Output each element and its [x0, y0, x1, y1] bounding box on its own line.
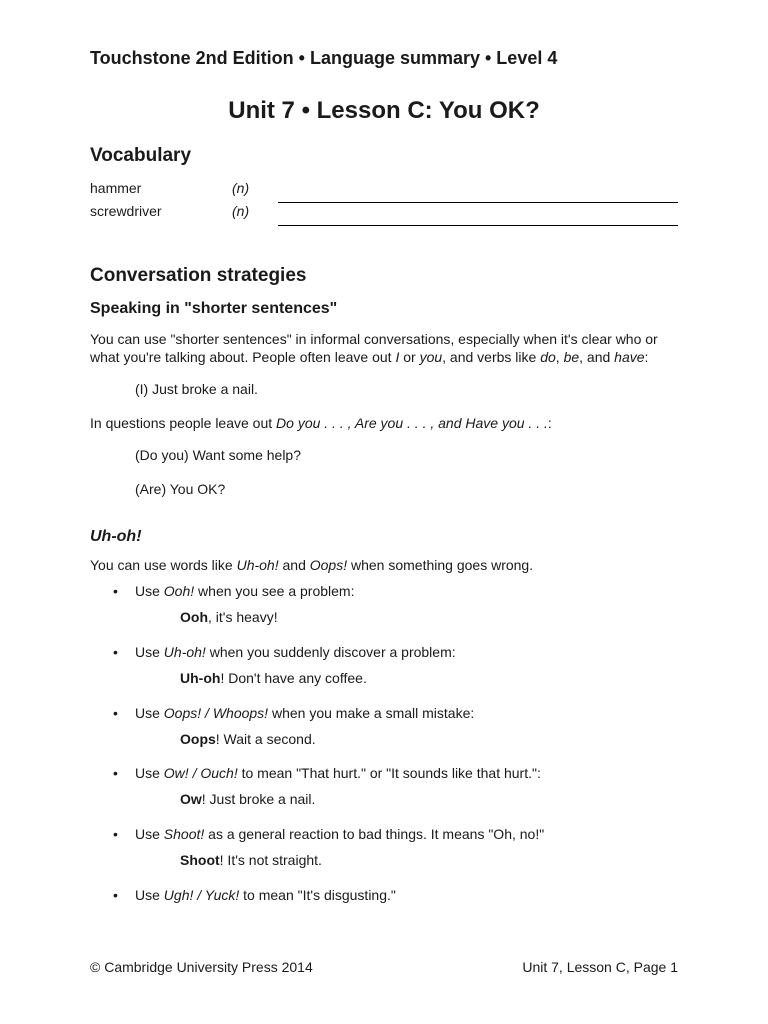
bullet-marker: •	[113, 705, 118, 721]
bullet-marker: •	[113, 583, 118, 599]
strategies-heading: Conversation strategies	[90, 265, 307, 286]
bullet-marker: •	[113, 765, 118, 781]
footer-page-info: Unit 7, Lesson C, Page 1	[522, 959, 678, 975]
shorter-sentences-heading: Speaking in "shorter sentences"	[90, 300, 338, 317]
vocab-pos-screwdriver: (n)	[232, 203, 250, 219]
example-ooh: Ooh, it's heavy!	[180, 609, 278, 625]
example-shoot: Shoot! It's not straight.	[180, 852, 322, 868]
footer-copyright: © Cambridge University Press 2014	[90, 959, 313, 975]
bullet-ow: Use Ow! / Ouch! to mean "That hurt." or "It sounds like that hurt.":	[135, 765, 541, 781]
bullet-uhoh: Use Uh-oh! when you suddenly discover a problem:	[135, 644, 456, 660]
vocab-answer-line-hammer	[278, 202, 678, 203]
example-you-ok: (Are) You OK?	[135, 481, 226, 497]
strategies-intro-line2: what you're talking about. People often leave out I or you, and verbs like do, be, and have:	[90, 349, 649, 365]
bullet-ooh: Use Ooh! when you see a problem:	[135, 583, 355, 599]
document-page	[90, 0, 678, 1024]
bullet-shoot: Use Shoot! as a general reaction to bad things. It means "Oh, no!"	[135, 826, 545, 842]
bullet-oops: Use Oops! / Whoops! when you make a small mistake:	[135, 705, 475, 721]
bullet-marker: •	[113, 826, 118, 842]
bullet-marker: •	[113, 644, 118, 660]
vocab-answer-line-screwdriver	[278, 225, 678, 226]
strategies-intro-line1: You can use "shorter sentences" in informal conversations, especially when it's clear who or	[90, 331, 658, 347]
bullet-marker: •	[113, 887, 118, 903]
example-broke-nail: (I) Just broke a nail.	[135, 381, 258, 397]
document-header: Touchstone 2nd Edition • Language summary • Level 4	[90, 48, 558, 68]
vocabulary-heading: Vocabulary	[90, 145, 192, 166]
example-ow: Ow! Just broke a nail.	[180, 791, 316, 807]
example-uhoh: Uh-oh! Don't have any coffee.	[180, 670, 367, 686]
example-oops: Oops! Wait a second.	[180, 731, 316, 747]
uhoh-intro: You can use words like Uh-oh! and Oops! when something goes wrong.	[90, 557, 534, 573]
bullet-ugh: Use Ugh! / Yuck! to mean "It's disgusting."	[135, 887, 396, 903]
vocab-word-screwdriver: screwdriver	[90, 203, 162, 219]
page-title: Unit 7 • Lesson C: You OK?	[228, 97, 540, 124]
vocab-pos-hammer: (n)	[232, 180, 250, 196]
questions-paragraph: In questions people leave out Do you . . . , Are you . . . , and Have you . . .:	[90, 415, 552, 431]
vocab-word-hammer: hammer	[90, 180, 142, 196]
example-want-help: (Do you) Want some help?	[135, 447, 301, 463]
uhoh-heading: Uh-oh!	[90, 528, 142, 545]
